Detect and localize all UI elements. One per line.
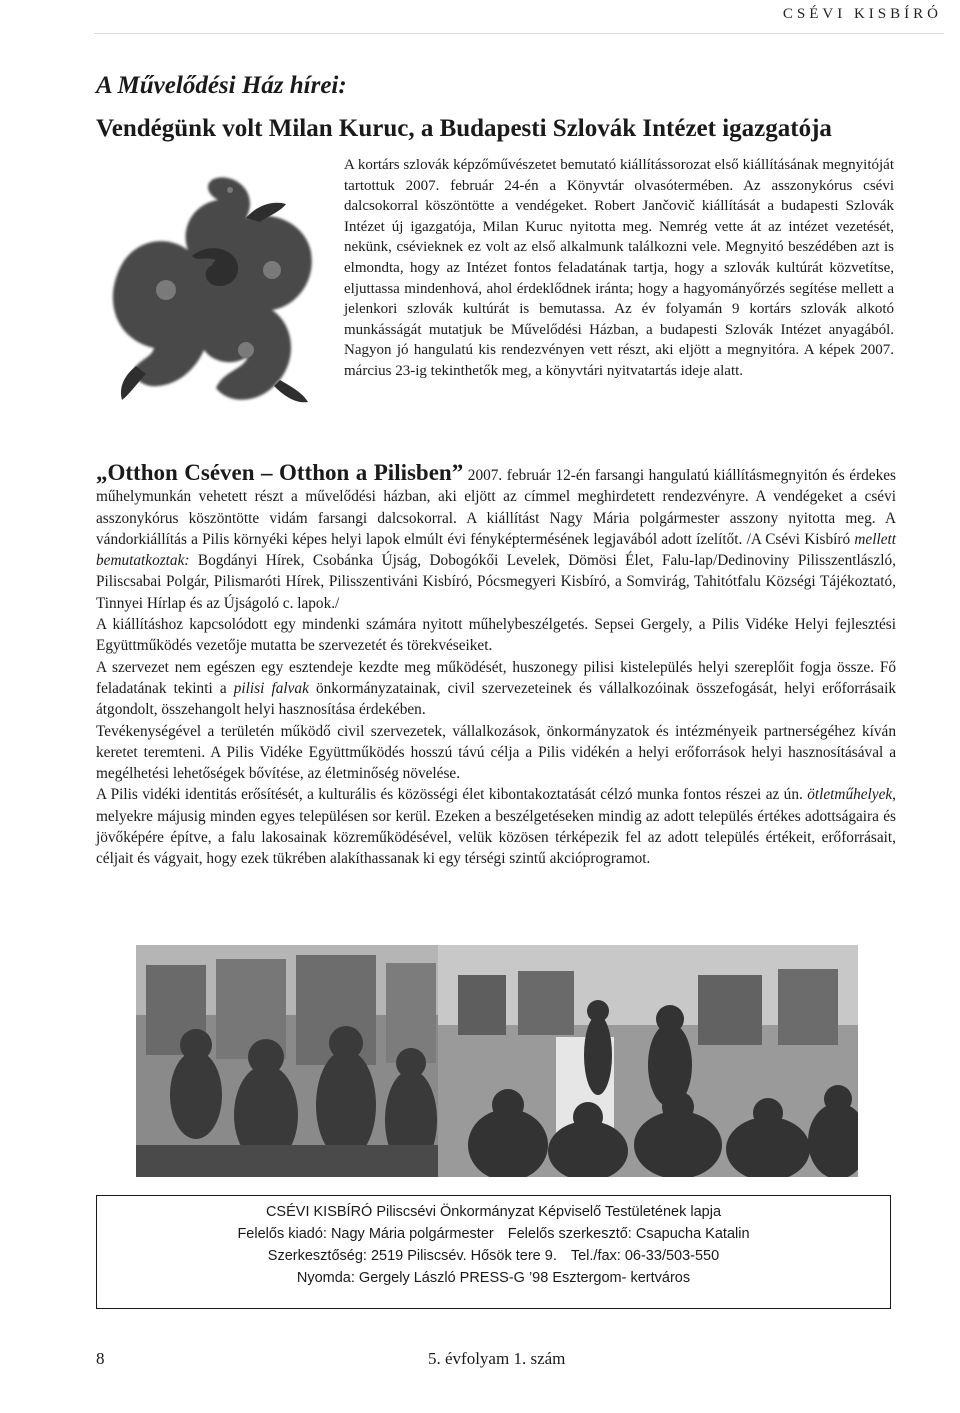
- imprint-line: [97, 1223, 890, 1245]
- imprint-line: [97, 1245, 890, 1267]
- dragon-illustration: [96, 160, 332, 432]
- imprint-line: CSÉVI KISBÍRÓ Piliscsévi Önkormányzat Képviselő Testületének lapja: [265, 1204, 722, 1220]
- page-number: 8: [96, 1349, 105, 1368]
- event-photos: [136, 945, 858, 1177]
- article-paragraph: Tevékenységével a területén működő civil szervezetek, vállalkozások, önkormányzatok és intézményeik partnerségéhez kíván keretet teremteni. A Pilis Vidéke Együttműködés hosszú távú célja a Pilis vidékén a helyi erőforrások helyi hasznosításával a megélhetési lehetőségek bővítése, az életminőség növelése.: [96, 722, 896, 783]
- paragraph-text: 2007. február 12-én farsangi hangulatú kiállításmegnyitón és érdekes műhelymunkán vehetett részt a művelődési házban, aki eljött az címmel meghirdetett rendezvényre. A vendégeket a csévi asszonykórus köszöntötte vidám farsangi dalcsokorral. A kiállítást Nagy Mária polgármester asszony nyitotta meg. A vándorkiállítás a Pilis környéki képes helyi lapok elmúlt évi fényképtermésének legjavából adott ízelítőt. /A Csévi Kisbíró: [96, 467, 896, 548]
- article-paragraph: [96, 784, 896, 869]
- italic-text: mellett bemutatkoztak:: [96, 530, 896, 570]
- imprint-phone: Tel./fax: 06-33/503-550: [570, 1248, 720, 1264]
- exhibition-photo-right: [438, 945, 858, 1177]
- italic-text: pilisi falvak: [233, 679, 309, 697]
- article-paragraph: [96, 462, 896, 614]
- paragraph-text: A szervezet nem egészen egy esztendeje kezdte meg működését, huszonegy pilisi kistelepülés helyi szereplőit fogja össze. Fő feladatának tekinti a: [96, 658, 896, 697]
- imprint-box: [96, 1195, 891, 1309]
- italic-text: ötletműhelyek: [807, 786, 893, 804]
- article2-title: „Otthon Cséven – Otthon a Pilisben”: [96, 460, 464, 485]
- paragraph-text: Bogdányi Hírek, Csobánka Újság, Dobogókői Levelek, Dömösi Élet, Falu-lap/Dedinoviny Pilisszentlászló, Piliscsabai Polgár, Pilismaróti Hírek, Pilisszentiváni Kisbíró, Pócsmegyeri Kisbíró, a Somvirág, Tahitótfalu Községi Tájékoztató, Tinnyei Hírlap és az Újságoló c. lapok./: [96, 552, 896, 612]
- article-title: Vendégünk volt Milan Kuruc, a Budapesti Szlovák Intézet igazgatója: [96, 115, 832, 142]
- paragraph-text: A Pilis vidéki identitás erősítését, a kulturális és közösségi élet kibontakoztatását célzó munka fontos részei az ún.: [96, 786, 808, 804]
- section-title: A Művelődési Ház hírei:: [96, 72, 347, 99]
- paragraph-text: , melyekre májusig minden egyes településen sor kerül. Ezeken a beszélgetéseken mindig az adott település értékes adottságaira és jövőképére építve, a falu lakosainak közreműködésével, velük közösen térképezik fel az adott település értékeit, erőforrásait, céljait és vágyait, hogy ezek tükrében alakíthassanak ki egy térségi szintű akcióprogramot.: [96, 786, 896, 868]
- intro-paragraph: A kortárs szlovák képzőművészetet bemutató kiállítássorozat első kiállításának megnyitóját tartottuk 2007. február 24-én a Könyvtár olvasótermében. Az asszonykórus csévi dalcsokorral köszöntötte a vendégeket. Robert Jančovič kiállítását a budapesti Szlovák Intézet új igazgatója, Milan Kuruc nyitotta meg. Nemrég vette át az intézet vezetését, nekünk, csévieknek ez volt az első alkalmunk találkozni vele. Megnyitó beszédében azt is elmondta, hogy az Intézet fontos feladatának tartja, hogy a szlovák kultúrát közvetítse, eljuttassa mindenhová, ahol érdeklődnek iránta; hogy a hagyományőrzés segítése mellett a jelenkori szlovák kultúrát is bemutassa. Az év folyamán 9 kortárs szlovák alkotó munkásságát mutatjuk be Művelődési Házban, a budapesti Szlovák Intézet anyagából. Nagyon jó hangulatú kis rendezvényen vett részt, aki eljött a megnyitóra. A képek 2007. március 23-ig tekinthetők meg, a könyvtári nyitvatartás ideje alatt.: [344, 157, 894, 379]
- article-paragraph: A kiállításhoz kapcsolódott egy mindenki számára nyitott műhelybeszélgetés. Sepsei Gergely, a Pilis Vidéke Helyi fejlesztési Együttműködés vezetője mutatta be szervezetét és törekvéseiket.: [96, 616, 896, 655]
- volume-info: 5. évfolyam 1. szám: [428, 1349, 566, 1368]
- imprint-line: Nyomda: Gergely László PRESS-G ’98 Esztergom- kertváros: [296, 1270, 691, 1286]
- article-body: [96, 462, 896, 870]
- exhibition-photo-left: [136, 945, 438, 1177]
- imprint-address: Szerkesztőség: 2519 Piliscsév. Hősök tere 9.: [267, 1248, 557, 1264]
- running-head: CSÉVI KISBÍRÓ: [782, 6, 942, 22]
- paragraph-text: önkormányzatainak, civil szervezeteinek és vállalkozóinak összefogását, helyi erőforrásaik átgondolt, összehangolt helyi hasznosítása érdekében.: [96, 679, 896, 719]
- article-paragraph: [96, 657, 896, 721]
- header-rule: [94, 33, 944, 34]
- imprint-publisher: Felelős kiadó: Nagy Mária polgármester: [237, 1226, 494, 1242]
- imprint-editor: Felelős szerkesztő: Csapucha Katalin: [507, 1226, 750, 1242]
